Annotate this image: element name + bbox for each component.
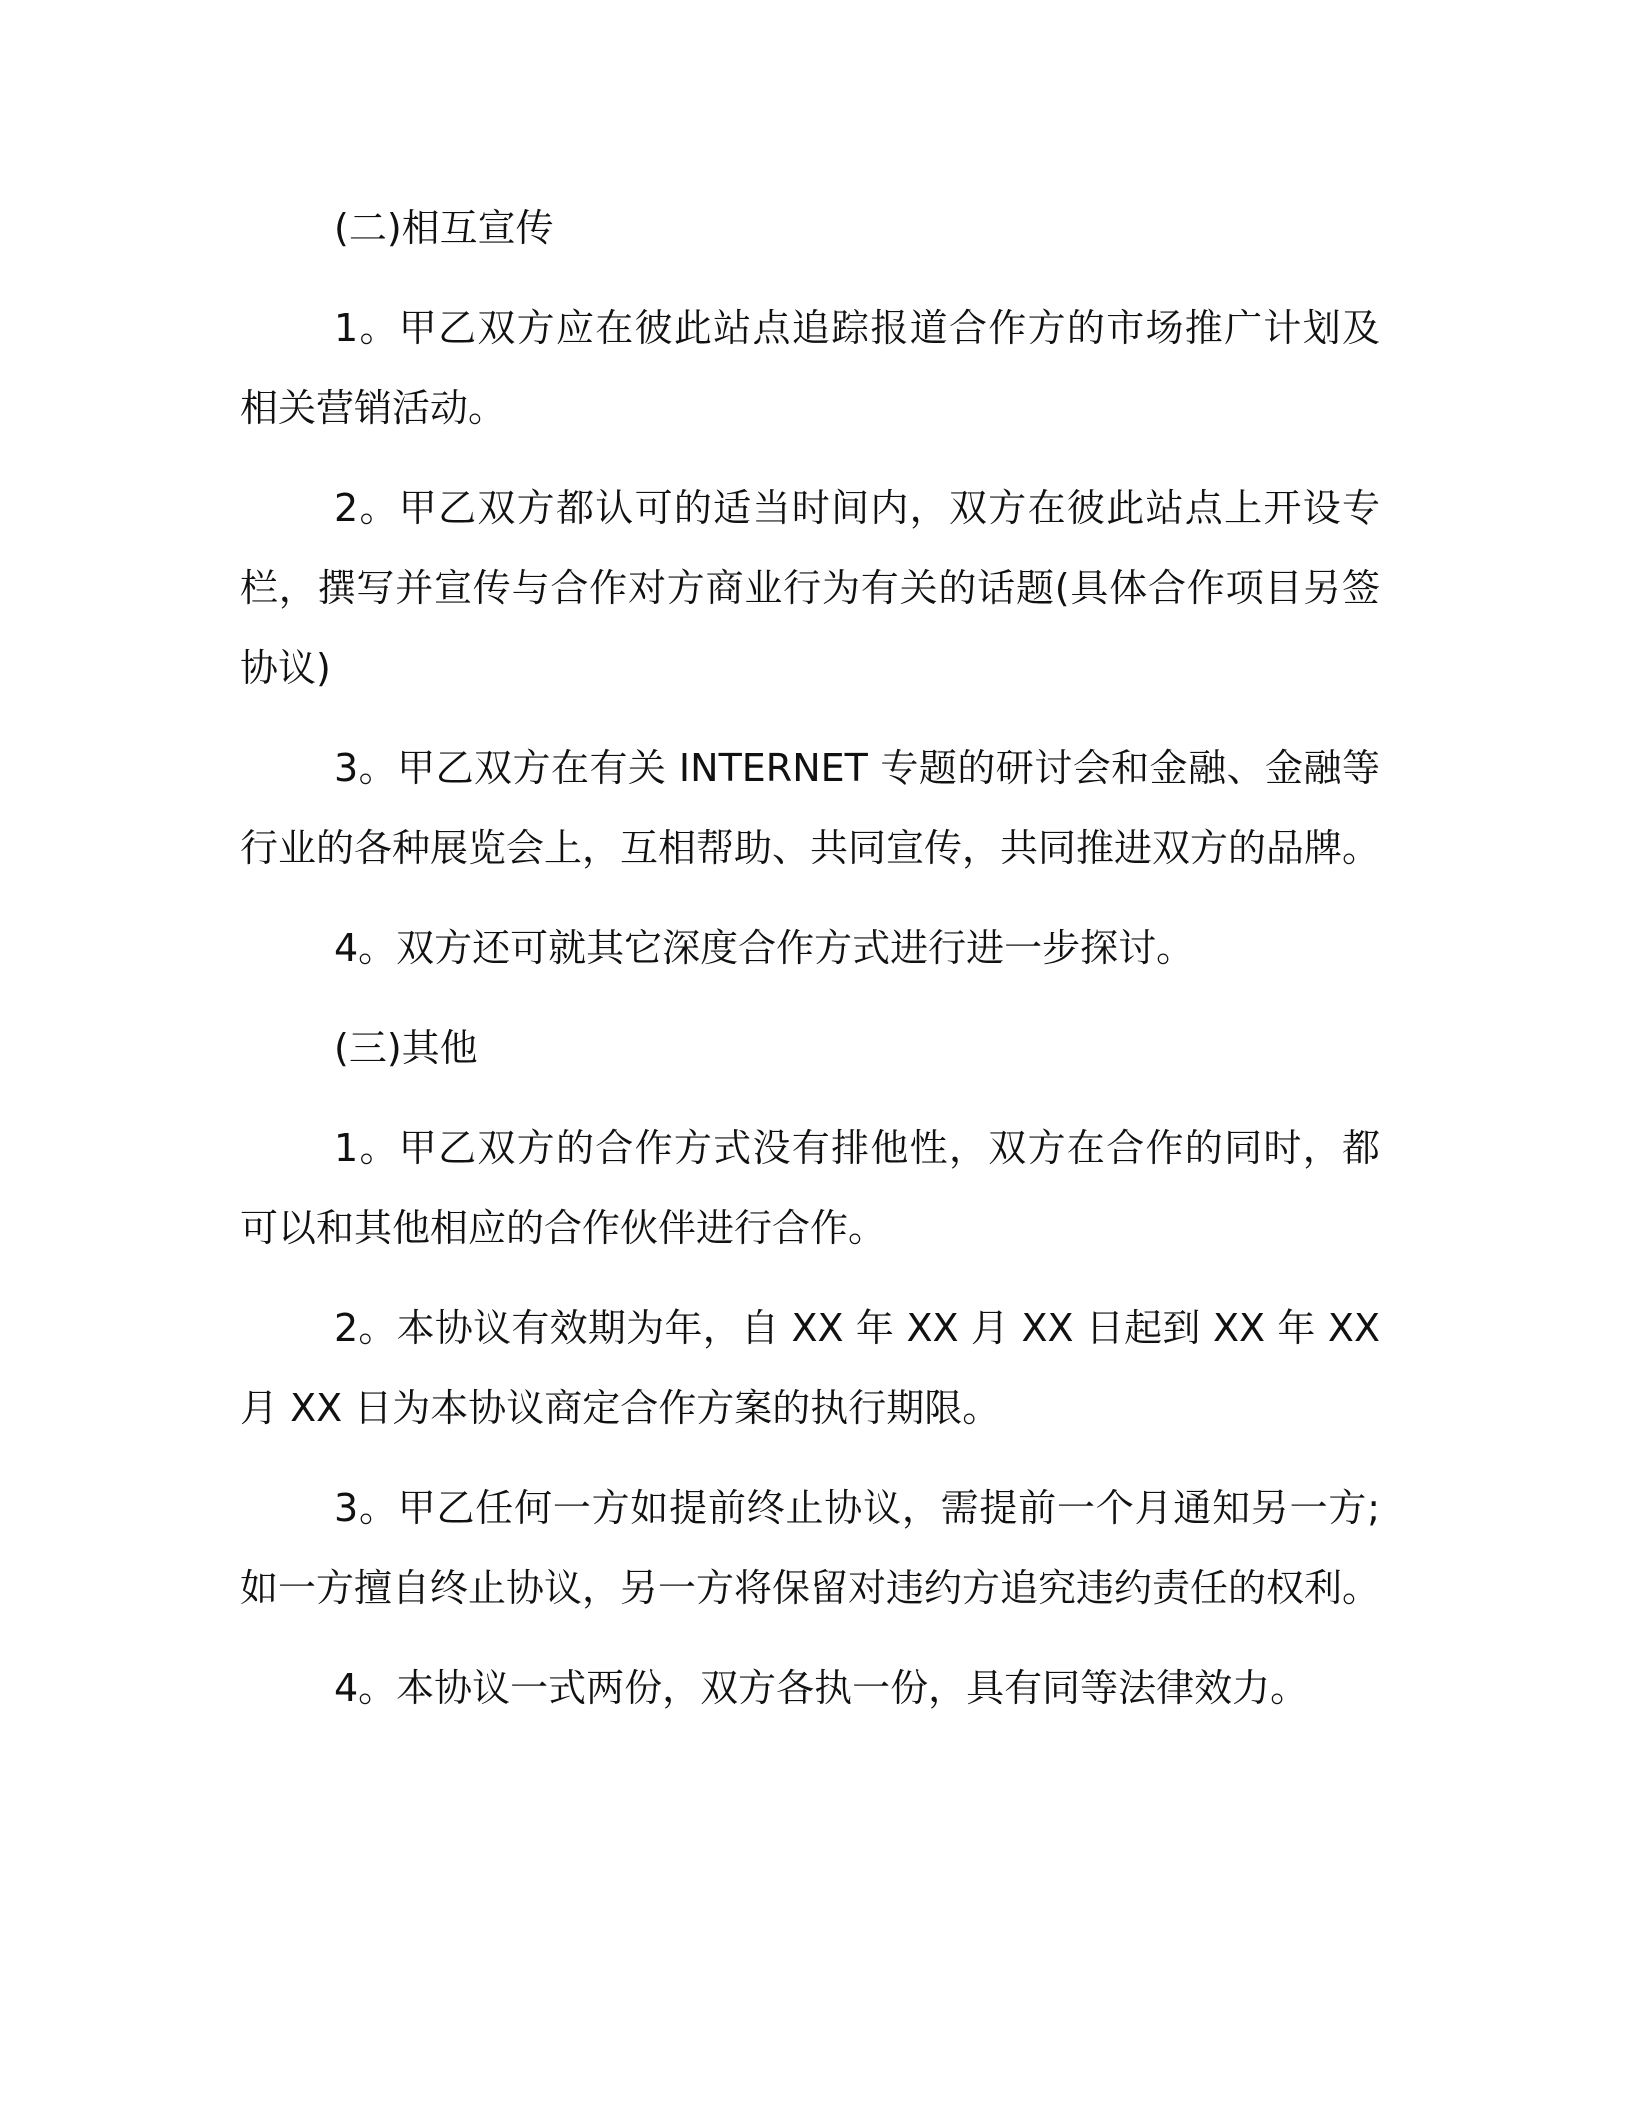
section-heading-mutual-promotion: (二)相互宣传	[334, 206, 554, 250]
promotion-clause-4: 4。双方还可就其它深度合作方式进行进一步探讨。	[334, 926, 1195, 970]
promotion-clause-2: 2。甲乙双方都认可的适当时间内，双方在彼此站点上开设专栏，撰写并宣传与合作对方商业行为有关的话题(具体合作项目另签协议)	[240, 486, 1380, 690]
other-clause-3: 3。甲乙任何一方如提前终止协议，需提前一个月通知另一方;如一方擅自终止协议，另一方将保留对违约方追究违约责任的权利。	[240, 1486, 1381, 1610]
section-heading-other: (三)其他	[334, 1026, 478, 1070]
other-clause-1: 1。甲乙双方的合作方式没有排他性，双方在合作的同时，都可以和其他相应的合作伙伴进行合作。	[240, 1126, 1380, 1250]
other-clause-2: 2。本协议有效期为年，自 XX 年 XX 月 XX 日起到 XX 年 XX 月 XX 日为本协议商定合作方案的执行期限。	[240, 1306, 1380, 1430]
promotion-clause-1: 1。甲乙双方应在彼此站点追踪报道合作方的市场推广计划及相关营销活动。	[240, 306, 1380, 430]
document-body	[240, 188, 1380, 1748]
other-clause-4: 4。本协议一式两份，双方各执一份，具有同等法律效力。	[334, 1666, 1309, 1710]
promotion-clause-3: 3。甲乙双方在有关 INTERNET 专题的研讨会和金融、金融等行业的各种展览会上，互相帮助、共同宣传，共同推进双方的品牌。	[240, 746, 1381, 870]
